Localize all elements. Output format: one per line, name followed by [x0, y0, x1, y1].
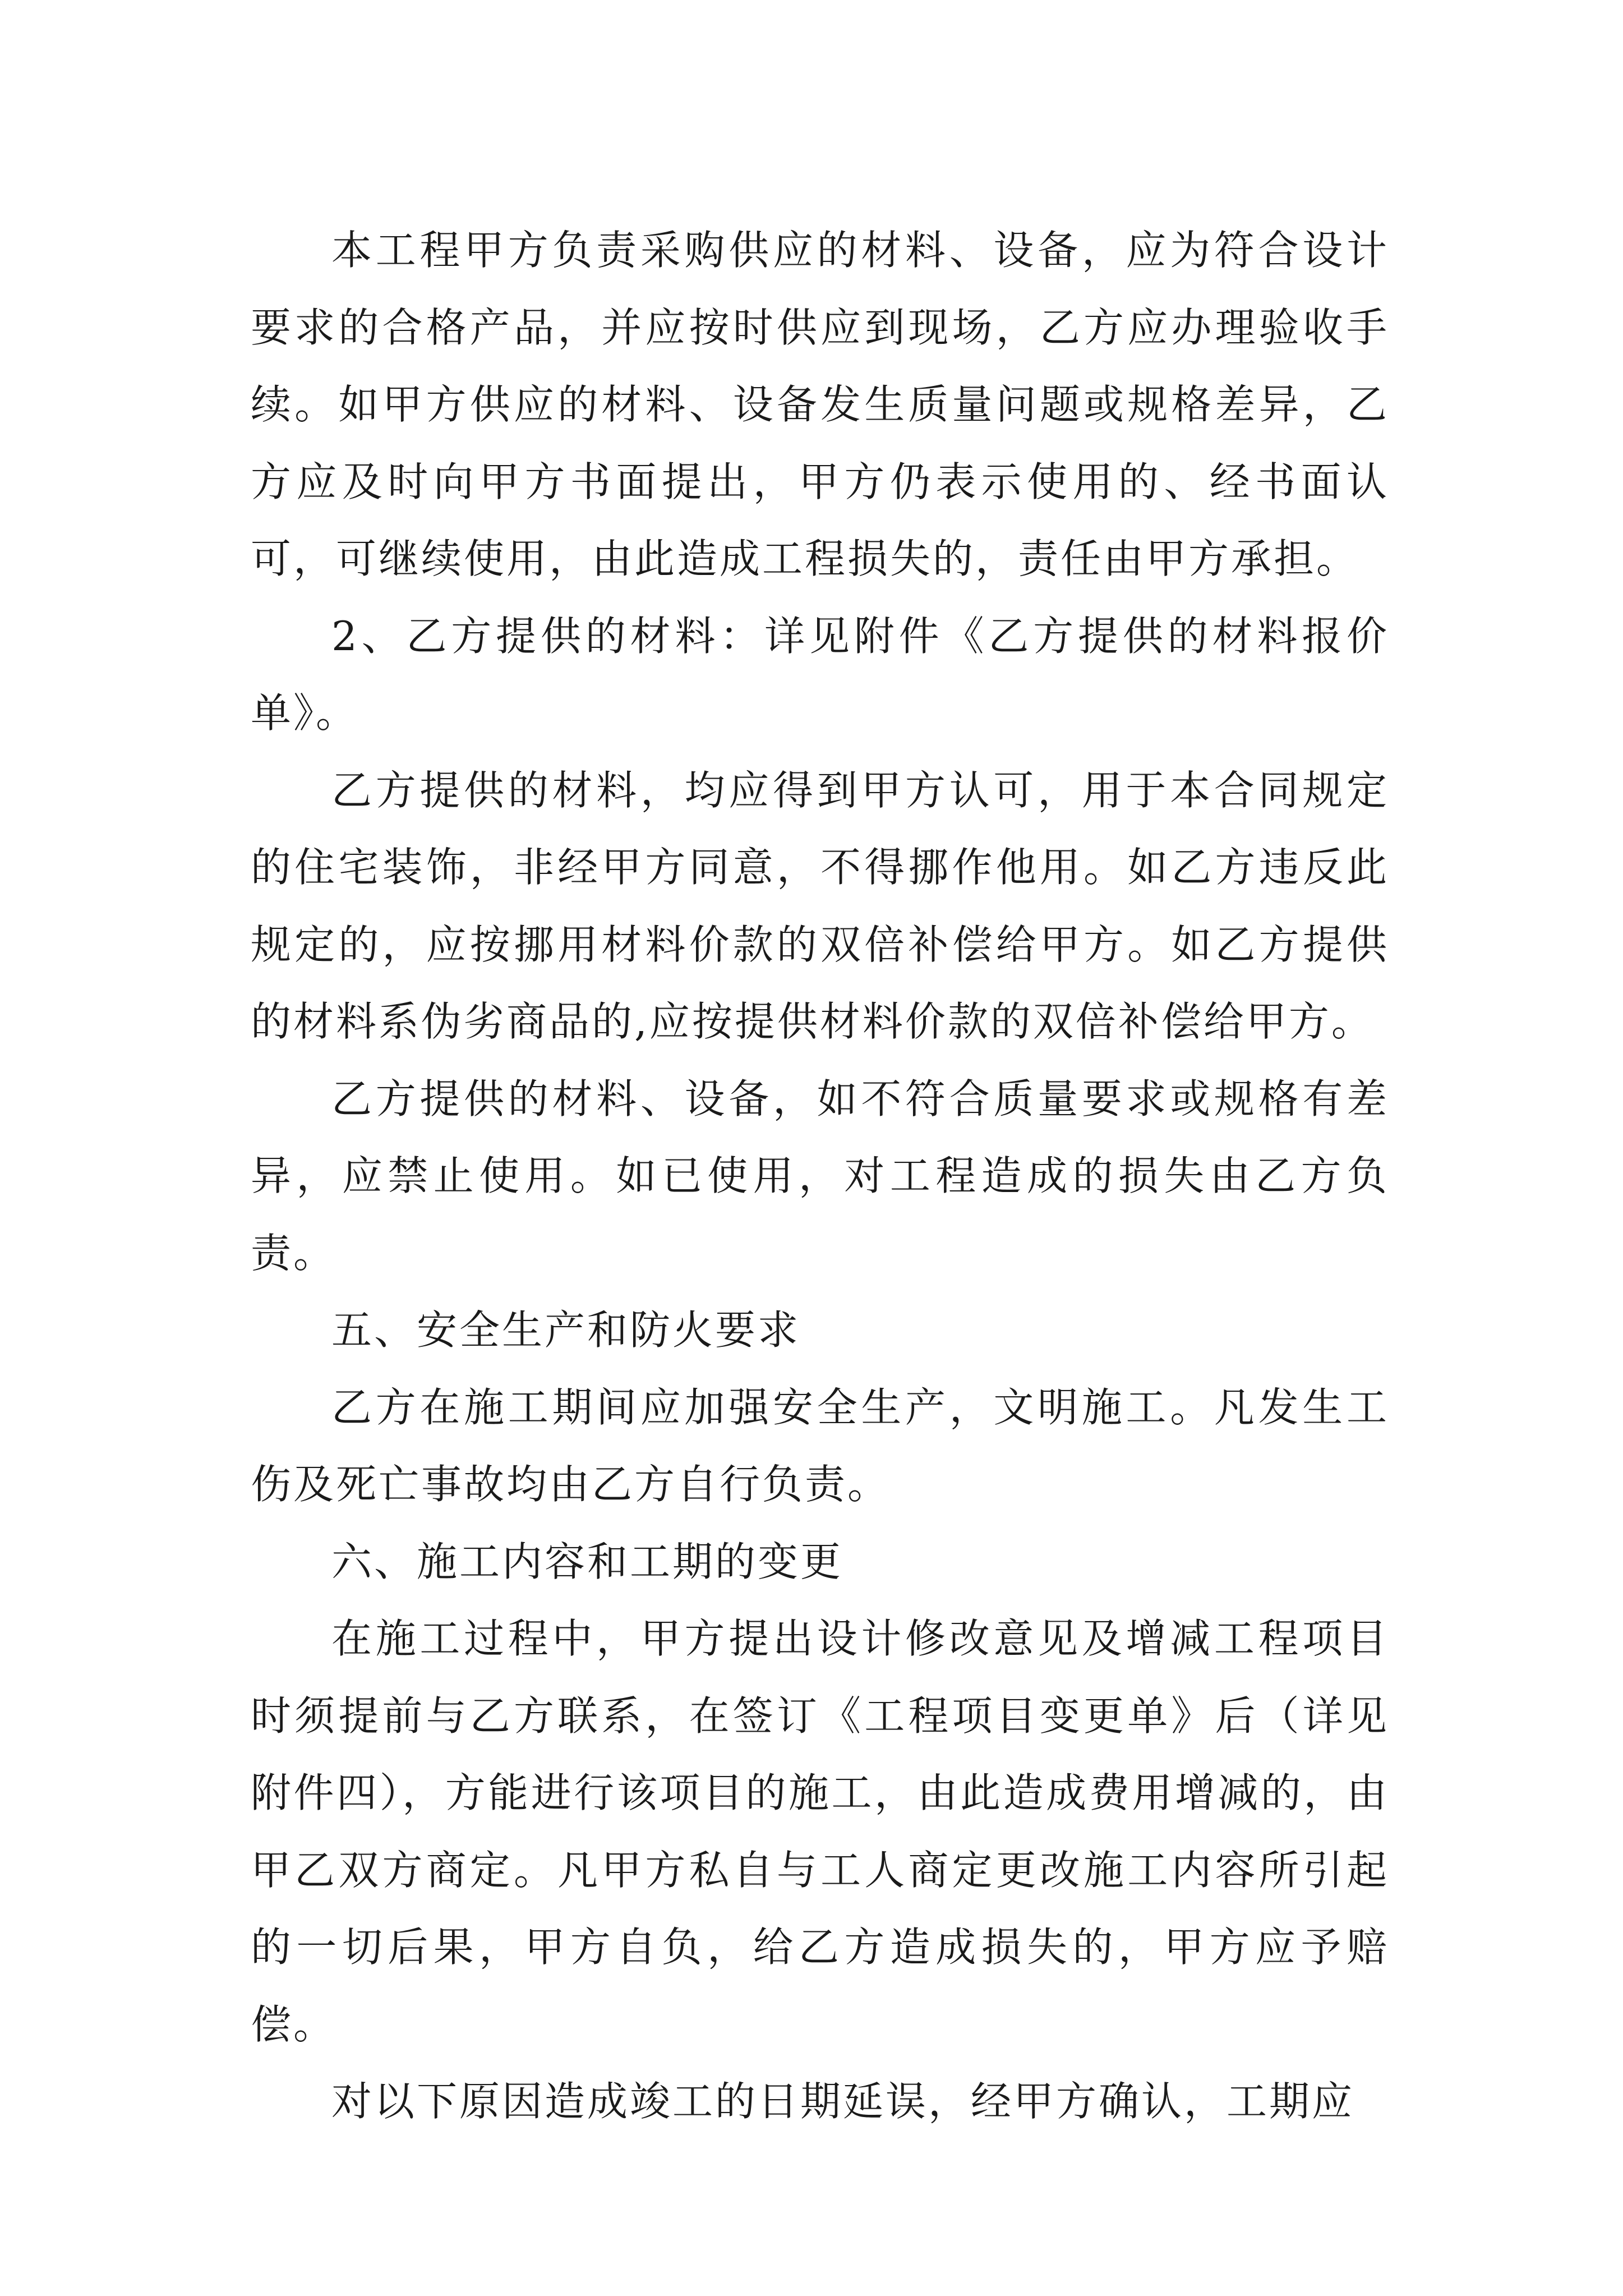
paragraph-delay: 对以下原因造成竣工的日期延误，经甲方确认，工期应 — [331, 2078, 1355, 2125]
paragraph-materials-supply: 本工程甲方负责采购供应的材料、设备，应为符合设计要求的合格产品，并应按时供应到现场，乙方应办理验收手续。如甲方供应的材料、设备发生质量问题或规格差异，乙方应及时向甲方书面提出，甲方仍表示使用的、经书面认可，可继续使用，由此造成工程损失的，责任由甲方承担。 — [251, 227, 1389, 582]
section-heading-safety: 五、安全生产和防火要求 — [331, 1306, 801, 1354]
paragraph-safety: 乙方在施工期间应加强安全生产，文明施工。凡发生工伤及死亡事故均由乙方自行负责。 — [251, 1383, 1389, 1508]
section-heading-changes: 六、施工内容和工期的变更 — [331, 1538, 843, 1585]
paragraph-party-b-materials-approval: 乙方提供的材料，均应得到甲方认可，用于本合同规定的住宅装饰，非经甲方同意，不得挪作他用。如乙方违反此规定的，应按挪用材料价款的双倍补偿给甲方。如乙方提供的材料系伪劣商品的,应按提供材料价款的双倍补偿给甲方。 — [251, 766, 1389, 1045]
paragraph-party-b-materials-item: 2、乙方提供的材料：详见附件《乙方提供的材料报价单》。 — [251, 612, 1389, 737]
paragraph-party-b-materials-quality: 乙方提供的材料、设备，如不符合质量要求或规格有差异，应禁止使用。如已使用，对工程造成的损失由乙方负责。 — [251, 1075, 1389, 1277]
paragraph-changes: 在施工过程中，甲方提出设计修改意见及增减工程项目时须提前与乙方联系，在签订《工程项目变更单》后（详见附件四），方能进行该项目的施工，由此造成费用增减的，由甲乙双方商定。凡甲方私自与工人商定更改施工内容所引起的一切后果，甲方自负，给乙方造成损失的，甲方应予赔偿。 — [251, 1615, 1389, 2048]
document-body — [251, 212, 1389, 2141]
